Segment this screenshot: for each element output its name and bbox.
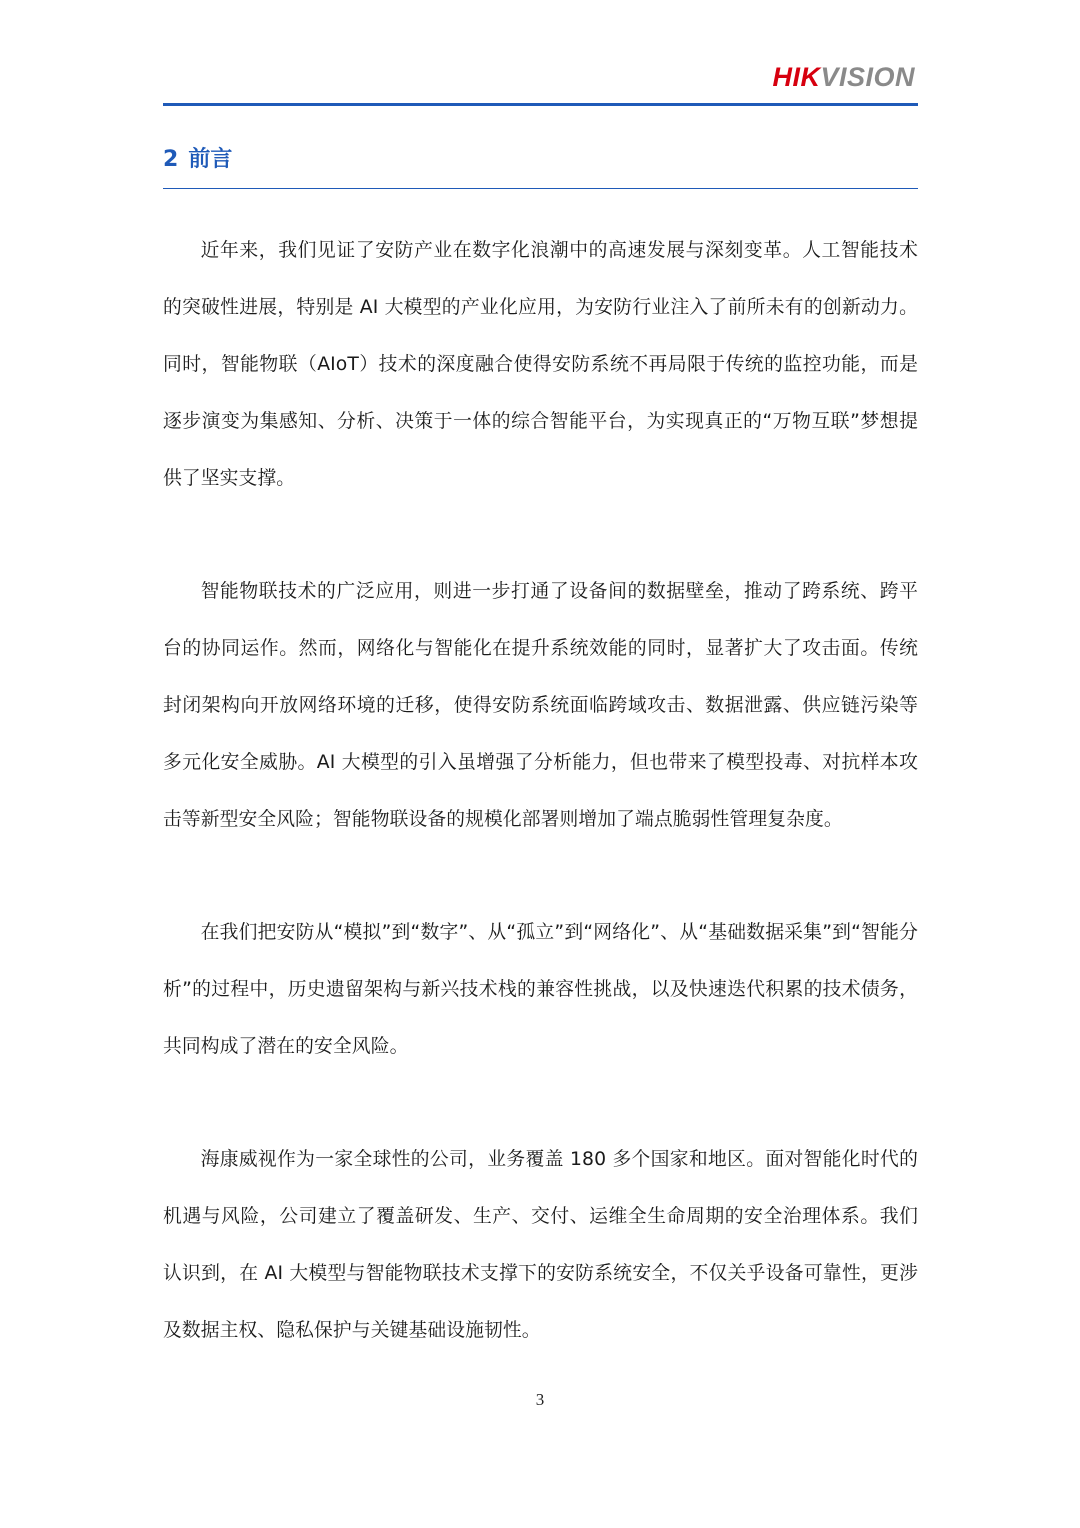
paragraph-3: 在我们把安防从“模拟”到“数字”、从“孤立”到“网络化”、从“基础数据采集”到“智能分析”的过程中，历史遗留架构与新兴技术栈的兼容性挑战，以及快速迭代积累的技术债务，共同构成了潜在的安全风险。 — [163, 922, 918, 1057]
paragraph-1: 近年来，我们见证了安防产业在数字化浪潮中的高速发展与深刻变革。人工智能技术的突破性进展，特别是 AI 大模型的产业化应用，为安防行业注入了前所未有的创新动力。同时，智能物联（AIoT）技术的深度融合使得安防系统不再局限于传统的监控功能，而是逐步演变为集感知、分析、决策于一体的综合智能平台，为实现真正的“万物互联”梦想提供了坚实支撑。 — [163, 240, 918, 489]
page-number: 3 — [535, 1390, 545, 1409]
hikvision-logo — [772, 64, 915, 91]
section-number: 2 — [163, 147, 179, 172]
section-heading — [163, 145, 232, 176]
body-text — [163, 222, 918, 1415]
header-divider — [163, 103, 918, 106]
logo-vision: VISION — [820, 62, 915, 92]
section-title: 前言 — [188, 147, 233, 172]
paragraph-2: 智能物联技术的广泛应用，则进一步打通了设备间的数据壁垒，推动了跨系统、跨平台的协同运作。然而，网络化与智能化在提升系统效能的同时，显著扩大了攻击面。传统封闭架构向开放网络环境的迁移，使得安防系统面临跨域攻击、数据泄露、供应链污染等多元化安全威胁。AI 大模型的引入虽增强了分析能力，但也带来了模型投毒、对抗样本攻击等新型安全风险；智能物联设备的规模化部署则增加了端点脆弱性管理复杂度。 — [163, 581, 918, 830]
section-divider — [163, 188, 918, 189]
paragraph-4: 海康威视作为一家全球性的公司，业务覆盖 180 多个国家和地区。面对智能化时代的机遇与风险，公司建立了覆盖研发、生产、交付、运维全生命周期的安全治理体系。我们认识到，在 AI 大模型与智能物联技术支撑下的安防系统安全，不仅关乎设备可靠性，更涉及数据主权、隐私保护与关键基础设施韧性。 — [163, 1149, 918, 1341]
logo-hik: HIK — [772, 62, 821, 92]
